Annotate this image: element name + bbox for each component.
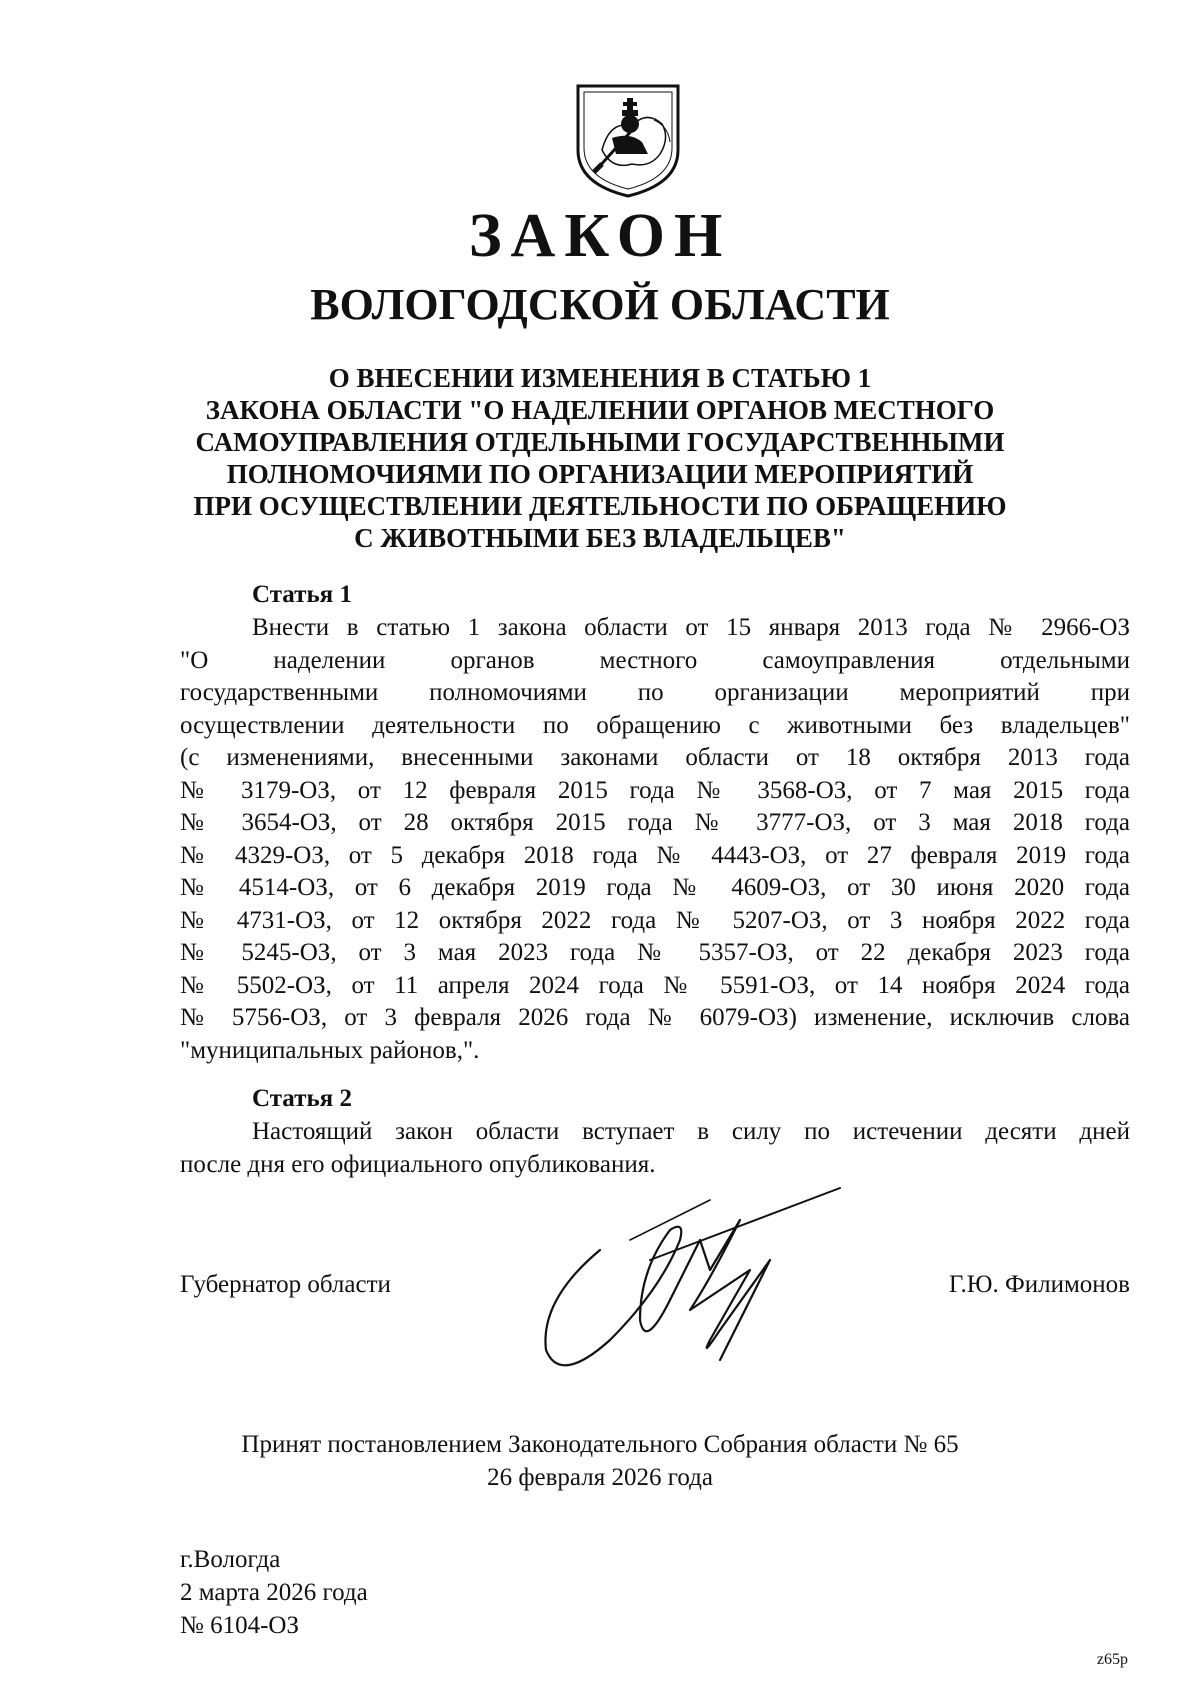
adoption-date: 26 февраля 2026 года xyxy=(487,1464,713,1491)
law-heading xyxy=(180,362,1020,554)
heading-line: ПРИ ОСУЩЕСТВЛЕНИИ ДЕЯТЕЛЬНОСТИ ПО ОБРАЩЕНИЮ xyxy=(193,491,1007,521)
article-2-text xyxy=(180,1116,1130,1181)
adoption-note xyxy=(0,1428,1200,1494)
article-1-text xyxy=(180,612,1130,1067)
handwritten-signature xyxy=(510,1180,850,1380)
text-line: после дня его официального опубликования. xyxy=(180,1150,656,1178)
text-line: № 3179-ОЗ, от 12 февраля 2015 года № 3568-ОЗ, от 7 мая 2015 года xyxy=(180,776,1130,804)
text-line: "муниципальных районов,". xyxy=(180,1036,480,1064)
text-line: № 3654-ОЗ, от 28 октября 2015 года № 3777-ОЗ, от 3 мая 2018 года xyxy=(180,809,1130,836)
signer-name: Г.Ю. Филимонов xyxy=(948,1271,1130,1298)
text-line: Настоящий закон области вступает в силу по истечении десяти дней xyxy=(252,1118,1130,1145)
text-line: № 4329-ОЗ, от 5 декабря 2018 года № 4443-ОЗ, от 27 февраля 2019 года xyxy=(180,841,1130,869)
law-number: № 6104-ОЗ xyxy=(180,1612,300,1639)
text-line: (с изменениями, внесенными законами области от 18 октября 2013 года xyxy=(180,744,1130,771)
text-line: осуществлении деятельности по обращению с животными без владельцев" xyxy=(180,711,1130,739)
coat-of-arms-icon xyxy=(572,80,684,200)
heading-line: ЗАКОНА ОБЛАСТИ "О НАДЕЛЕНИИ ОРГАНОВ МЕСТНОГО xyxy=(205,395,995,425)
article-2-label: Статья 2 xyxy=(252,1085,352,1112)
article-1-label: Статья 1 xyxy=(252,581,352,608)
heading-line: САМОУПРАВЛЕНИЯ ОТДЕЛЬНЫМИ ГОСУДАРСТВЕННЫМИ xyxy=(195,427,1005,457)
document-code: z65p xyxy=(1096,1651,1128,1668)
document-subtitle: ВОЛОГОДСКОЙ ОБЛАСТИ xyxy=(310,280,890,329)
text-line: № 4514-ОЗ, от 6 декабря 2019 года № 4609-ОЗ, от 30 июня 2020 года xyxy=(180,874,1130,901)
place-date-number xyxy=(180,1543,368,1642)
heading-line: С ЖИВОТНЫМИ БЕЗ ВЛАДЕЛЬЦЕВ" xyxy=(354,523,846,553)
document-title: ЗАКОН xyxy=(468,202,732,270)
signing-date: 2 марта 2026 года xyxy=(180,1579,368,1606)
city: г.Вологда xyxy=(180,1546,281,1573)
text-line: № 5756-ОЗ, от 3 февраля 2026 года № 6079-ОЗ) изменение, исключив слова xyxy=(180,1004,1130,1031)
text-line: государственными полномочиями по организации мероприятий при xyxy=(180,679,1130,706)
text-line: Внести в статью 1 закона области от 15 января 2013 года № 2966-ОЗ xyxy=(252,614,1130,641)
heading-line: ПОЛНОМОЧИЯМИ ПО ОРГАНИЗАЦИИ МЕРОПРИЯТИЙ xyxy=(226,459,974,489)
adoption-line: Принят постановлением Законодательного Собрания области № 65 xyxy=(241,1431,959,1458)
heading-line: О ВНЕСЕНИИ ИЗМЕНЕНИЯ В СТАТЬЮ 1 xyxy=(328,363,872,393)
text-line: № 4731-ОЗ, от 12 октября 2022 года № 5207-ОЗ, от 3 ноября 2022 года xyxy=(180,906,1130,934)
text-line: № 5502-ОЗ, от 11 апреля 2024 года № 5591-ОЗ, от 14 ноября 2024 года xyxy=(180,971,1130,999)
signer-position: Губернатор области xyxy=(180,1271,391,1298)
text-line: "О наделении органов местного самоуправления отдельными xyxy=(180,646,1130,674)
text-line: № 5245-ОЗ, от 3 мая 2023 года № 5357-ОЗ, от 22 декабря 2023 года xyxy=(180,939,1130,966)
